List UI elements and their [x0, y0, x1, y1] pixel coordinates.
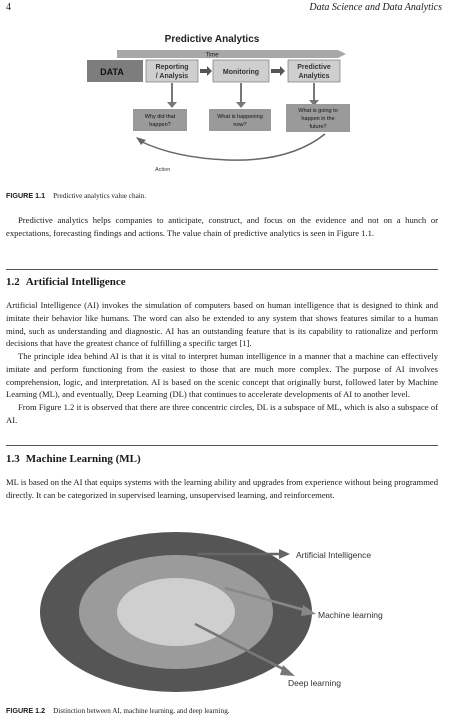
ai-pointer-arrowhead: [279, 549, 290, 559]
question-why-line1: Why did that: [144, 114, 176, 120]
action-label: Action: [155, 167, 171, 173]
time-arrow: [117, 50, 346, 58]
stage-monitoring-label: Monitoring: [222, 69, 260, 76]
ml-label: Machine learning: [318, 610, 383, 620]
question-now-line1: What is happening: [217, 114, 263, 120]
stage-predictive-line2: Analytics: [298, 73, 330, 80]
section-title-ai: Artificial Intelligence: [25, 276, 126, 288]
stage-predictive-line1: Predictive: [297, 64, 331, 71]
time-label: Time: [205, 52, 219, 59]
section-number-ml: 1.3: [6, 453, 20, 465]
stage-reporting-line2: / Analysis: [155, 73, 189, 80]
question-future-line3: future?: [309, 124, 327, 130]
question-future-line2: happen in the: [301, 116, 335, 122]
section-heading-ai: [6, 276, 126, 288]
figure-1-1-title: Predictive Analytics: [164, 34, 260, 45]
arrow-reporting-to-monitoring: [200, 66, 212, 76]
action-feedback-arrow: [140, 134, 325, 160]
figure-1-2-label: FIGURE 1.2: [6, 706, 46, 715]
arrow-monitoring-to-predictive: [271, 66, 285, 76]
stage-reporting-line1: Reporting: [155, 64, 189, 71]
dl-pointer-arrowhead: [280, 665, 295, 676]
dl-label: Deep learning: [288, 678, 341, 688]
question-now-line2: now?: [233, 122, 247, 128]
figure-1-1-diagram: [0, 24, 450, 184]
section-rule-1-3: [6, 445, 438, 446]
running-head: Data Science and Data Analytics: [309, 2, 442, 13]
figure-1-1-caption-text: Predictive analytics value chain.: [53, 192, 147, 200]
page-number: 4: [6, 2, 11, 13]
figure-1-2-caption: [6, 706, 230, 715]
ai-paragraph-3: From Figure 1.2 it is observed that there are three concentric circles, DL is a subspace of ML, which is also a subspace of AI.: [6, 402, 438, 425]
ai-paragraph-2: The principle idea behind AI is that it is vital to interpret human intelligence in a manner that a machine can effectively imitate and perform functioning from the easiest to those that are much more complex. The purpose of AI involves comprehension, logic, and interpretation. AI is based on the scenic concept that originally burst, followed later by Machine Learning (ML), and eventually, Deep Learning (DL) that continues to accelerate developments of AI to another level.: [6, 351, 438, 400]
figure-1-2-diagram: [0, 526, 450, 696]
down-arrowhead-1: [167, 102, 177, 108]
ai-label: Artificial Intelligence: [296, 550, 372, 560]
section-heading-ml: [6, 453, 141, 465]
down-arrowhead-2: [236, 102, 246, 108]
intro-paragraph: Predictive analytics helps companies to anticipate, construct, and focus on the evidence and not on a hunch or expectations, forecasting findings and actions. The value chain of predictive analytics is seen in Figure 1.1.: [6, 215, 438, 238]
ai-paragraph-1: Artificial Intelligence (AI) invokes the simulation of computers based on human intelligence that is designed to think and imitate their behavior like humans. The word can also be extended to any system that shows features similar to a human mind, such as understanding and diagnostic. AI has an outstanding feature that is its capability to rationalize and perform decisions that have the greatest chance of fulfilling a specific target [1].: [6, 300, 438, 349]
figure-1-1-caption: [6, 191, 146, 200]
data-label: DATA: [100, 67, 124, 77]
figure-1-2-caption-text: Distinction between AI, machine learning, and deep learning.: [53, 707, 230, 715]
figure-1-1-label: FIGURE 1.1: [6, 191, 46, 200]
question-why-line2: happen?: [149, 122, 171, 128]
question-future-line1: What is going to: [298, 108, 338, 114]
section-number-ai: 1.2: [6, 276, 20, 288]
section-title-ml: Machine Learning (ML): [25, 453, 141, 465]
ml-paragraph: ML is based on the AI that equips systems with the learning ability and upgrades from experience without being programmed directly. It can be categorized in supervised learning, unsupervised learning, and reinforcement.: [6, 477, 438, 500]
section-rule-1-2: [6, 269, 438, 270]
